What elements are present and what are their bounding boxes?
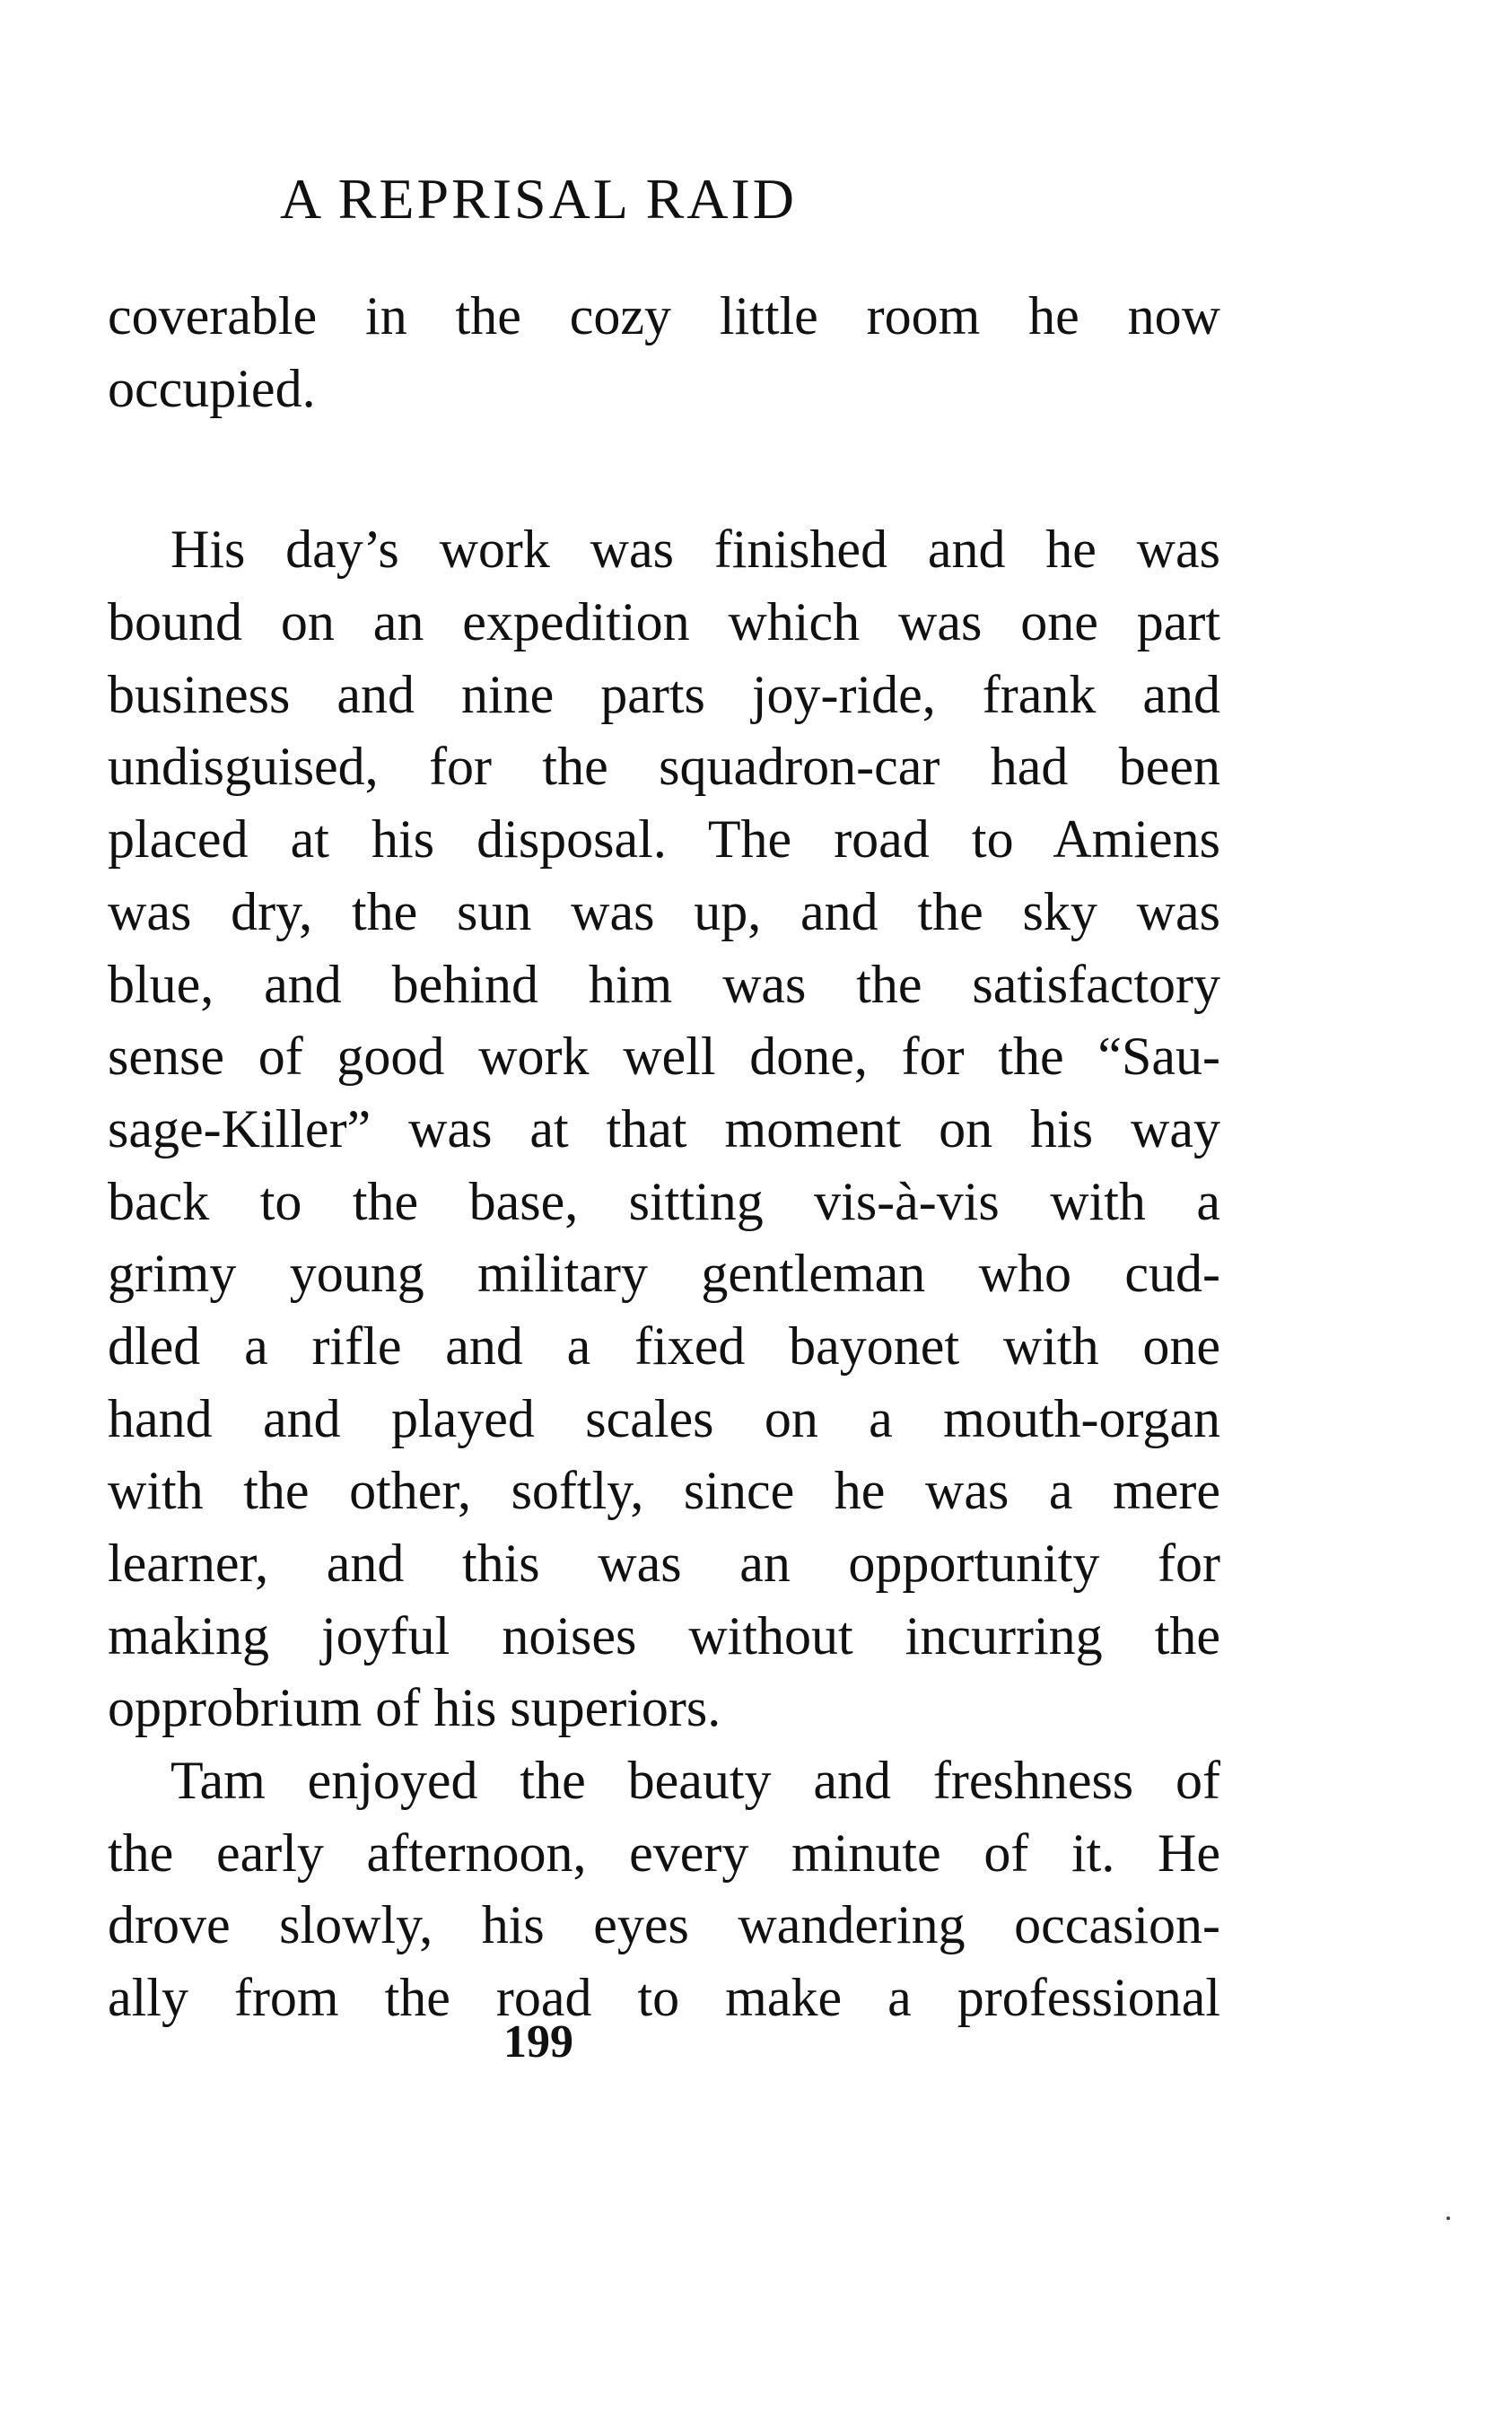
text-line: the early afternoon, every minute of it. He — [108, 1823, 1220, 1883]
text-line: hand and played scales on a mouth-organ — [108, 1388, 1220, 1448]
text-line: ally from the road to make a professional — [108, 1968, 1220, 2028]
text-line: His day’s work was finished and he was — [170, 520, 1220, 580]
running-head: A REPRISAL RAID — [279, 167, 798, 231]
text-line: Tam enjoyed the beauty and freshness of — [170, 1751, 1220, 1811]
text-line: coverable in the cozy little room he now — [108, 286, 1220, 345]
text-line: back to the base, sitting vis-à-vis with a — [108, 1171, 1220, 1231]
text-line: sage-Killer” was at that moment on his way — [108, 1098, 1220, 1158]
scan-speck — [1446, 2216, 1450, 2220]
text-line: occupied. — [108, 358, 316, 418]
text-line: opprobrium of his superiors. — [108, 1678, 721, 1738]
text-line: business and nine parts joy-ride, frank and — [108, 664, 1220, 724]
text-line: placed at his disposal. The road to Amiens — [108, 809, 1220, 870]
text-line: learner, and this was an opportunity for — [108, 1534, 1220, 1593]
paragraph-gap — [108, 424, 1220, 513]
text-line: with the other, softly, since he was a mere — [108, 1461, 1220, 1521]
body-text — [108, 280, 1220, 2034]
text-line: making joyful noises without incurring the — [108, 1605, 1220, 1665]
page-number: 199 — [503, 2016, 573, 2068]
text-line: undisguised, for the squadron-car had been — [108, 737, 1220, 797]
text-line: bound on an expedition which was one part — [108, 592, 1220, 652]
text-line: blue, and behind him was the satisfactory — [108, 954, 1220, 1014]
text-line: grimy young military gentleman who cud- — [108, 1244, 1220, 1304]
text-line: was dry, the sun was up, and the sky was — [108, 881, 1220, 941]
text-line: drove slowly, his eyes wandering occasion- — [108, 1895, 1220, 1955]
text-line: dled a rifle and a fixed bayonet with one — [108, 1316, 1220, 1376]
text-line: sense of good work well done, for the “Sau- — [108, 1027, 1220, 1087]
